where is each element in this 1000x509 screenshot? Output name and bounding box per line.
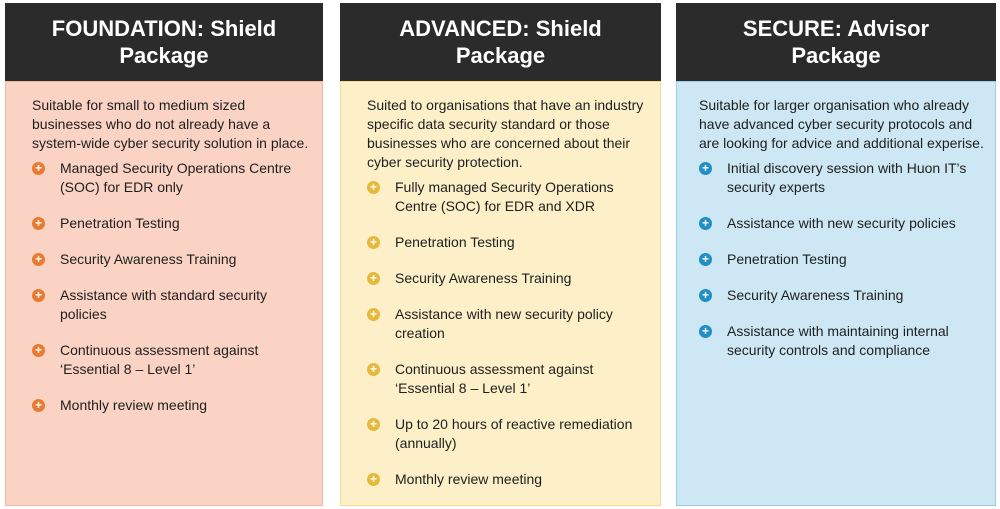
card-title-line2: Package (455, 43, 546, 68)
card-title-line1: ADVANCED: Shield (399, 16, 602, 41)
feature-text: Monthly review meeting (60, 397, 208, 413)
card-body (676, 81, 996, 506)
card-title-line1: SECURE: Advisor (742, 16, 930, 41)
plus-circle-icon: + (367, 418, 380, 431)
feature-text: Penetration Testing (727, 251, 847, 267)
feature-list (32, 159, 312, 415)
card-body (340, 81, 661, 506)
feature-item (367, 360, 650, 398)
feature-item (367, 470, 650, 489)
plus-circle-icon: + (367, 236, 380, 249)
plus-circle-icon: + (32, 253, 45, 266)
plus-circle-icon: + (32, 344, 45, 357)
plus-circle-icon: + (699, 162, 712, 175)
feature-item (32, 341, 312, 379)
feature-item (699, 286, 985, 305)
feature-item (699, 250, 985, 269)
plus-circle-icon: + (367, 473, 380, 486)
feature-item (367, 415, 650, 453)
feature-list (367, 178, 650, 489)
feature-text: Assistance with new security policies (727, 215, 956, 231)
plus-circle-icon: + (367, 181, 380, 194)
feature-item (32, 396, 312, 415)
card-title-line1: FOUNDATION: Shield (51, 16, 277, 41)
feature-text: Penetration Testing (60, 215, 180, 231)
feature-text: Assistance with standard security policies (60, 287, 267, 322)
feature-text: Fully managed Security Operations Centre (SOC) for EDR and XDR (395, 179, 614, 214)
feature-item (699, 322, 985, 360)
card-title-line2: Package (791, 43, 881, 68)
feature-item (367, 269, 650, 288)
feature-text: Security Awareness Training (727, 287, 904, 303)
feature-text: Security Awareness Training (395, 270, 572, 286)
plus-circle-icon: + (32, 217, 45, 230)
plus-circle-icon: + (367, 308, 380, 321)
feature-text: Up to 20 hours of reactive remediation (annually) (395, 416, 633, 451)
feature-item (367, 178, 650, 216)
plus-circle-icon: + (32, 399, 45, 412)
package-card-advanced (340, 3, 661, 506)
feature-text: Managed Security Operations Centre (SOC) for EDR only (60, 160, 292, 195)
plus-circle-icon: + (699, 217, 712, 230)
feature-item (367, 233, 650, 252)
card-title (5, 3, 323, 81)
feature-item (32, 159, 312, 197)
card-description: Suitable for larger organisation who already have advanced cyber security protocols and are looking for advice and additional experise. (699, 97, 984, 151)
package-card-secure (676, 3, 996, 506)
feature-item (32, 250, 312, 269)
plus-circle-icon: + (699, 325, 712, 338)
plus-circle-icon: + (699, 253, 712, 266)
feature-text: Penetration Testing (395, 234, 515, 250)
card-body (5, 81, 323, 506)
feature-list (699, 159, 985, 360)
feature-text: Initial discovery session with Huon IT’s security experts (727, 160, 967, 195)
package-card-foundation (5, 3, 323, 506)
plus-circle-icon: + (367, 272, 380, 285)
feature-text: Assistance with new security policy creation (395, 306, 613, 341)
feature-text: Security Awareness Training (60, 251, 237, 267)
feature-text: Monthly review meeting (395, 471, 543, 487)
card-title (340, 3, 661, 81)
plus-circle-icon: + (367, 363, 380, 376)
card-description: Suitable for small to medium sized businesses who do not already have a system-wide cyber security solution in place. (32, 97, 309, 151)
feature-text: Continuous assessment against ‘Essential 8 – Level 1’ (60, 342, 259, 377)
card-description: Suited to organisations that have an industry specific data security standard or those businesses who are concerned about their cyber security protection. (367, 97, 644, 170)
feature-item (699, 214, 985, 233)
card-title (676, 3, 996, 81)
plus-circle-icon: + (699, 289, 712, 302)
feature-text: Assistance with maintaining internal security controls and compliance (727, 323, 949, 358)
plus-circle-icon: + (32, 162, 45, 175)
feature-item (699, 159, 985, 197)
plus-circle-icon: + (32, 289, 45, 302)
feature-item (32, 214, 312, 233)
card-title-line2: Package (119, 43, 209, 68)
feature-item (367, 305, 650, 343)
feature-text: Continuous assessment against ‘Essential 8 – Level 1’ (395, 361, 594, 396)
feature-item (32, 286, 312, 324)
